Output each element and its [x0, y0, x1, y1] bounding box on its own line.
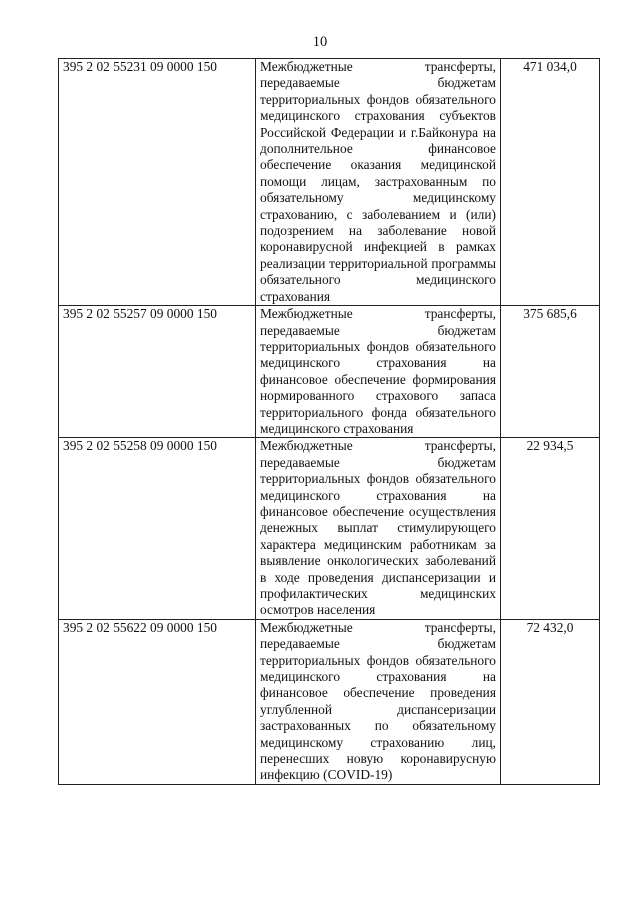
table-row	[59, 306, 600, 438]
budget-code: 395 2 02 55257 09 0000 150	[59, 306, 256, 438]
table-row	[59, 619, 600, 784]
transfer-amount: 471 034,0	[501, 59, 600, 306]
table-row	[59, 59, 600, 306]
table-row	[59, 438, 600, 619]
budget-transfers-table	[58, 58, 600, 785]
transfer-description: Межбюджетные трансферты, передаваемые бюджетам территориальных фондов обязательного медицинского страхования субъектов Российской Федерации и г.Байконура на дополнительное финансовое обеспечение оказания медицинской помощи лицам, застрахованным по обязательному медицинскому страхованию, с заболеванием и (или) подозрением на заболевание новой коронавирусной инфекцией в рамках реализации территориальной программы обязательного медицинского страхования	[256, 59, 501, 306]
transfer-description: Межбюджетные трансферты, передаваемые бюджетам территориальных фондов обязательного медицинского страхования на финансовое обеспечение проведения углубленной диспансеризации застрахованных по обязательному медицинскому страхованию лиц, перенесших новую коронавирусную инфекцию (COVID-19)	[256, 619, 501, 784]
budget-code: 395 2 02 55258 09 0000 150	[59, 438, 256, 619]
budget-code: 395 2 02 55622 09 0000 150	[59, 619, 256, 784]
transfer-amount: 72 432,0	[501, 619, 600, 784]
transfer-amount: 22 934,5	[501, 438, 600, 619]
budget-code: 395 2 02 55231 09 0000 150	[59, 59, 256, 306]
transfer-amount: 375 685,6	[501, 306, 600, 438]
transfer-description: Межбюджетные трансферты, передаваемые бюджетам территориальных фондов обязательного медицинского страхования на финансовое обеспечение формирования нормированного страхового запаса территориального фонда обязательного медицинского страхования	[256, 306, 501, 438]
page-number: 10	[312, 34, 328, 50]
transfer-description: Межбюджетные трансферты, передаваемые бюджетам территориальных фондов обязательного медицинского страхования на финансовое обеспечение осуществления денежных выплат стимулирующего характера медицинским работникам за выявление онкологических заболеваний в ходе проведения диспансеризации и профилактических медицинских осмотров населения	[256, 438, 501, 619]
